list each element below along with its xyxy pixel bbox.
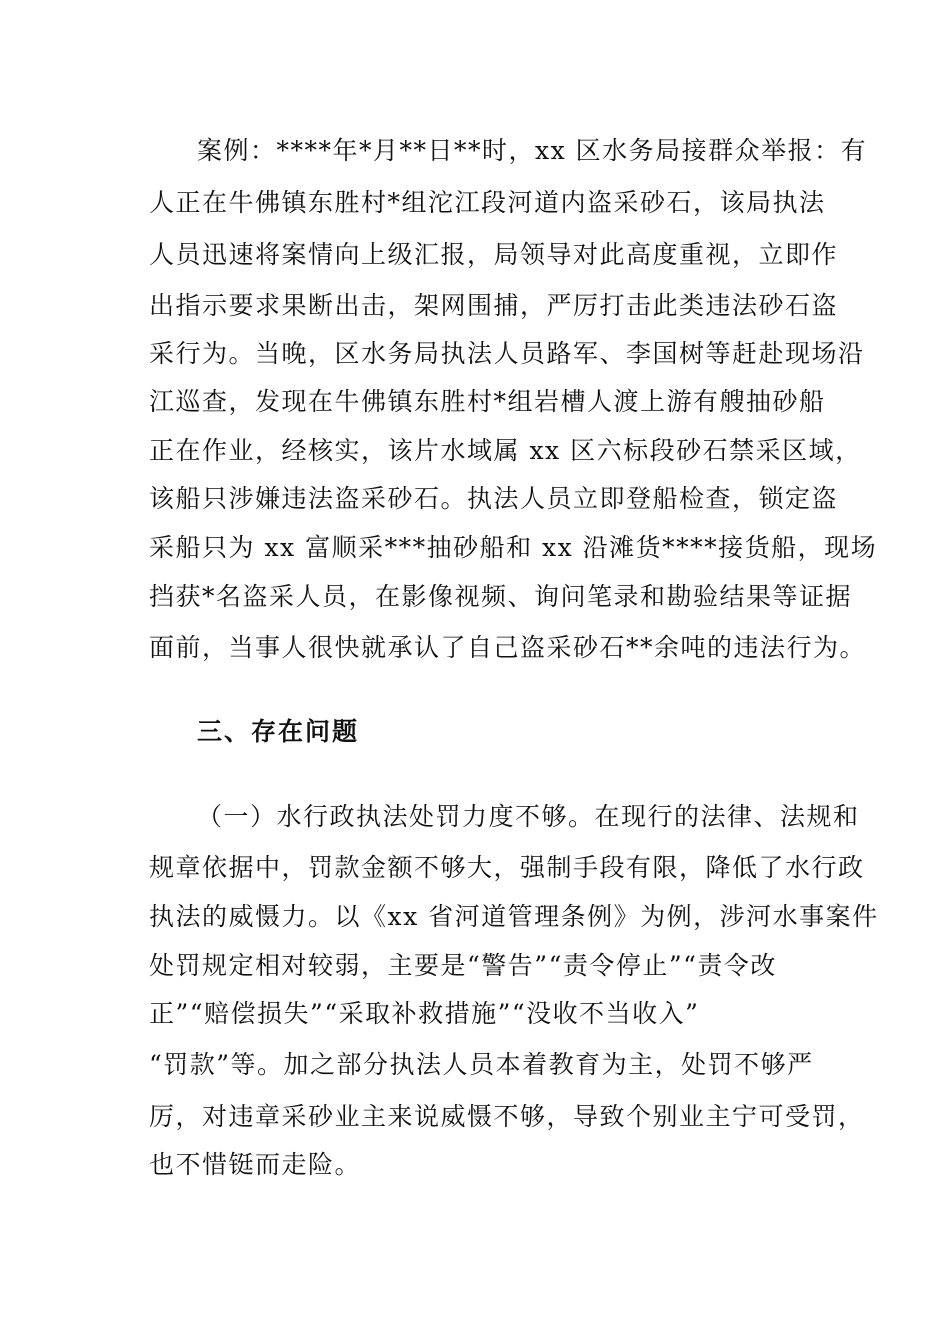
case-line: 江巡查，发现在牛佛镇东胜村*组岩槽人渡上游有艘抽砂船 [149, 387, 826, 416]
problem-line: 执法的威慑力。以《xx 省河道管理条例》为例，涉河水事案件 [149, 902, 879, 931]
problem-line: 规章依据中，罚款金额不够大，强制手段有限，降低了水行政 [149, 853, 865, 882]
case-line: 人正在牛佛镇东胜村*组沱江段河道内盗采砂石，该局执法 [149, 188, 826, 217]
problem-line: 正”“赔偿损失”“采取补救措施”“没收不当收入” [149, 999, 700, 1028]
case-line: 人员迅速将案情向上级汇报，局领导对此高度重视，立即作 [149, 240, 839, 269]
case-line: 出指示要求果断出击，架网围捕，严厉打击此类违法砂石盗 [149, 291, 839, 320]
case-line: 案例：****年*月**日**时，xx 区水务局接群众举报：有 [197, 136, 868, 165]
problem-line: 处罚规定相对较弱，主要是“警告”“责令停止”“责令改 [149, 951, 777, 980]
case-line: 采船只为 xx 富顺采***抽砂船和 xx 沿滩货****接货船，现场 [149, 533, 878, 562]
case-line: 面前，当事人很快就承认了自己盗采砂石**余吨的违法行为。 [149, 633, 867, 662]
case-line: 挡获*名盗采人员，在影像视频、询问笔录和勘验结果等证据 [149, 582, 853, 611]
case-line: 该船只涉嫌违法盗采砂石。执法人员立即登船检查，锁定盗 [149, 484, 839, 513]
problem-line: 也不惜铤而走险。 [149, 1150, 362, 1179]
case-line: 正在作业，经核实，该片水域属 xx 区六标段砂石禁采区域， [149, 436, 862, 465]
problem-line: （一）水行政执法处罚力度不够。在现行的法律、法规和 [197, 802, 860, 831]
section-heading: 三、存在问题 [197, 717, 360, 746]
problem-line: “罚款”等。加之部分执法人员本着教育为主，处罚不够严 [149, 1050, 814, 1079]
case-line: 采行为。当晚，区水务局执法人员路军、李国树等赶赴现场沿 [149, 339, 865, 368]
problem-line: 厉，对违章采砂业主来说威慑不够，导致个别业主宁可受罚， [149, 1102, 865, 1131]
